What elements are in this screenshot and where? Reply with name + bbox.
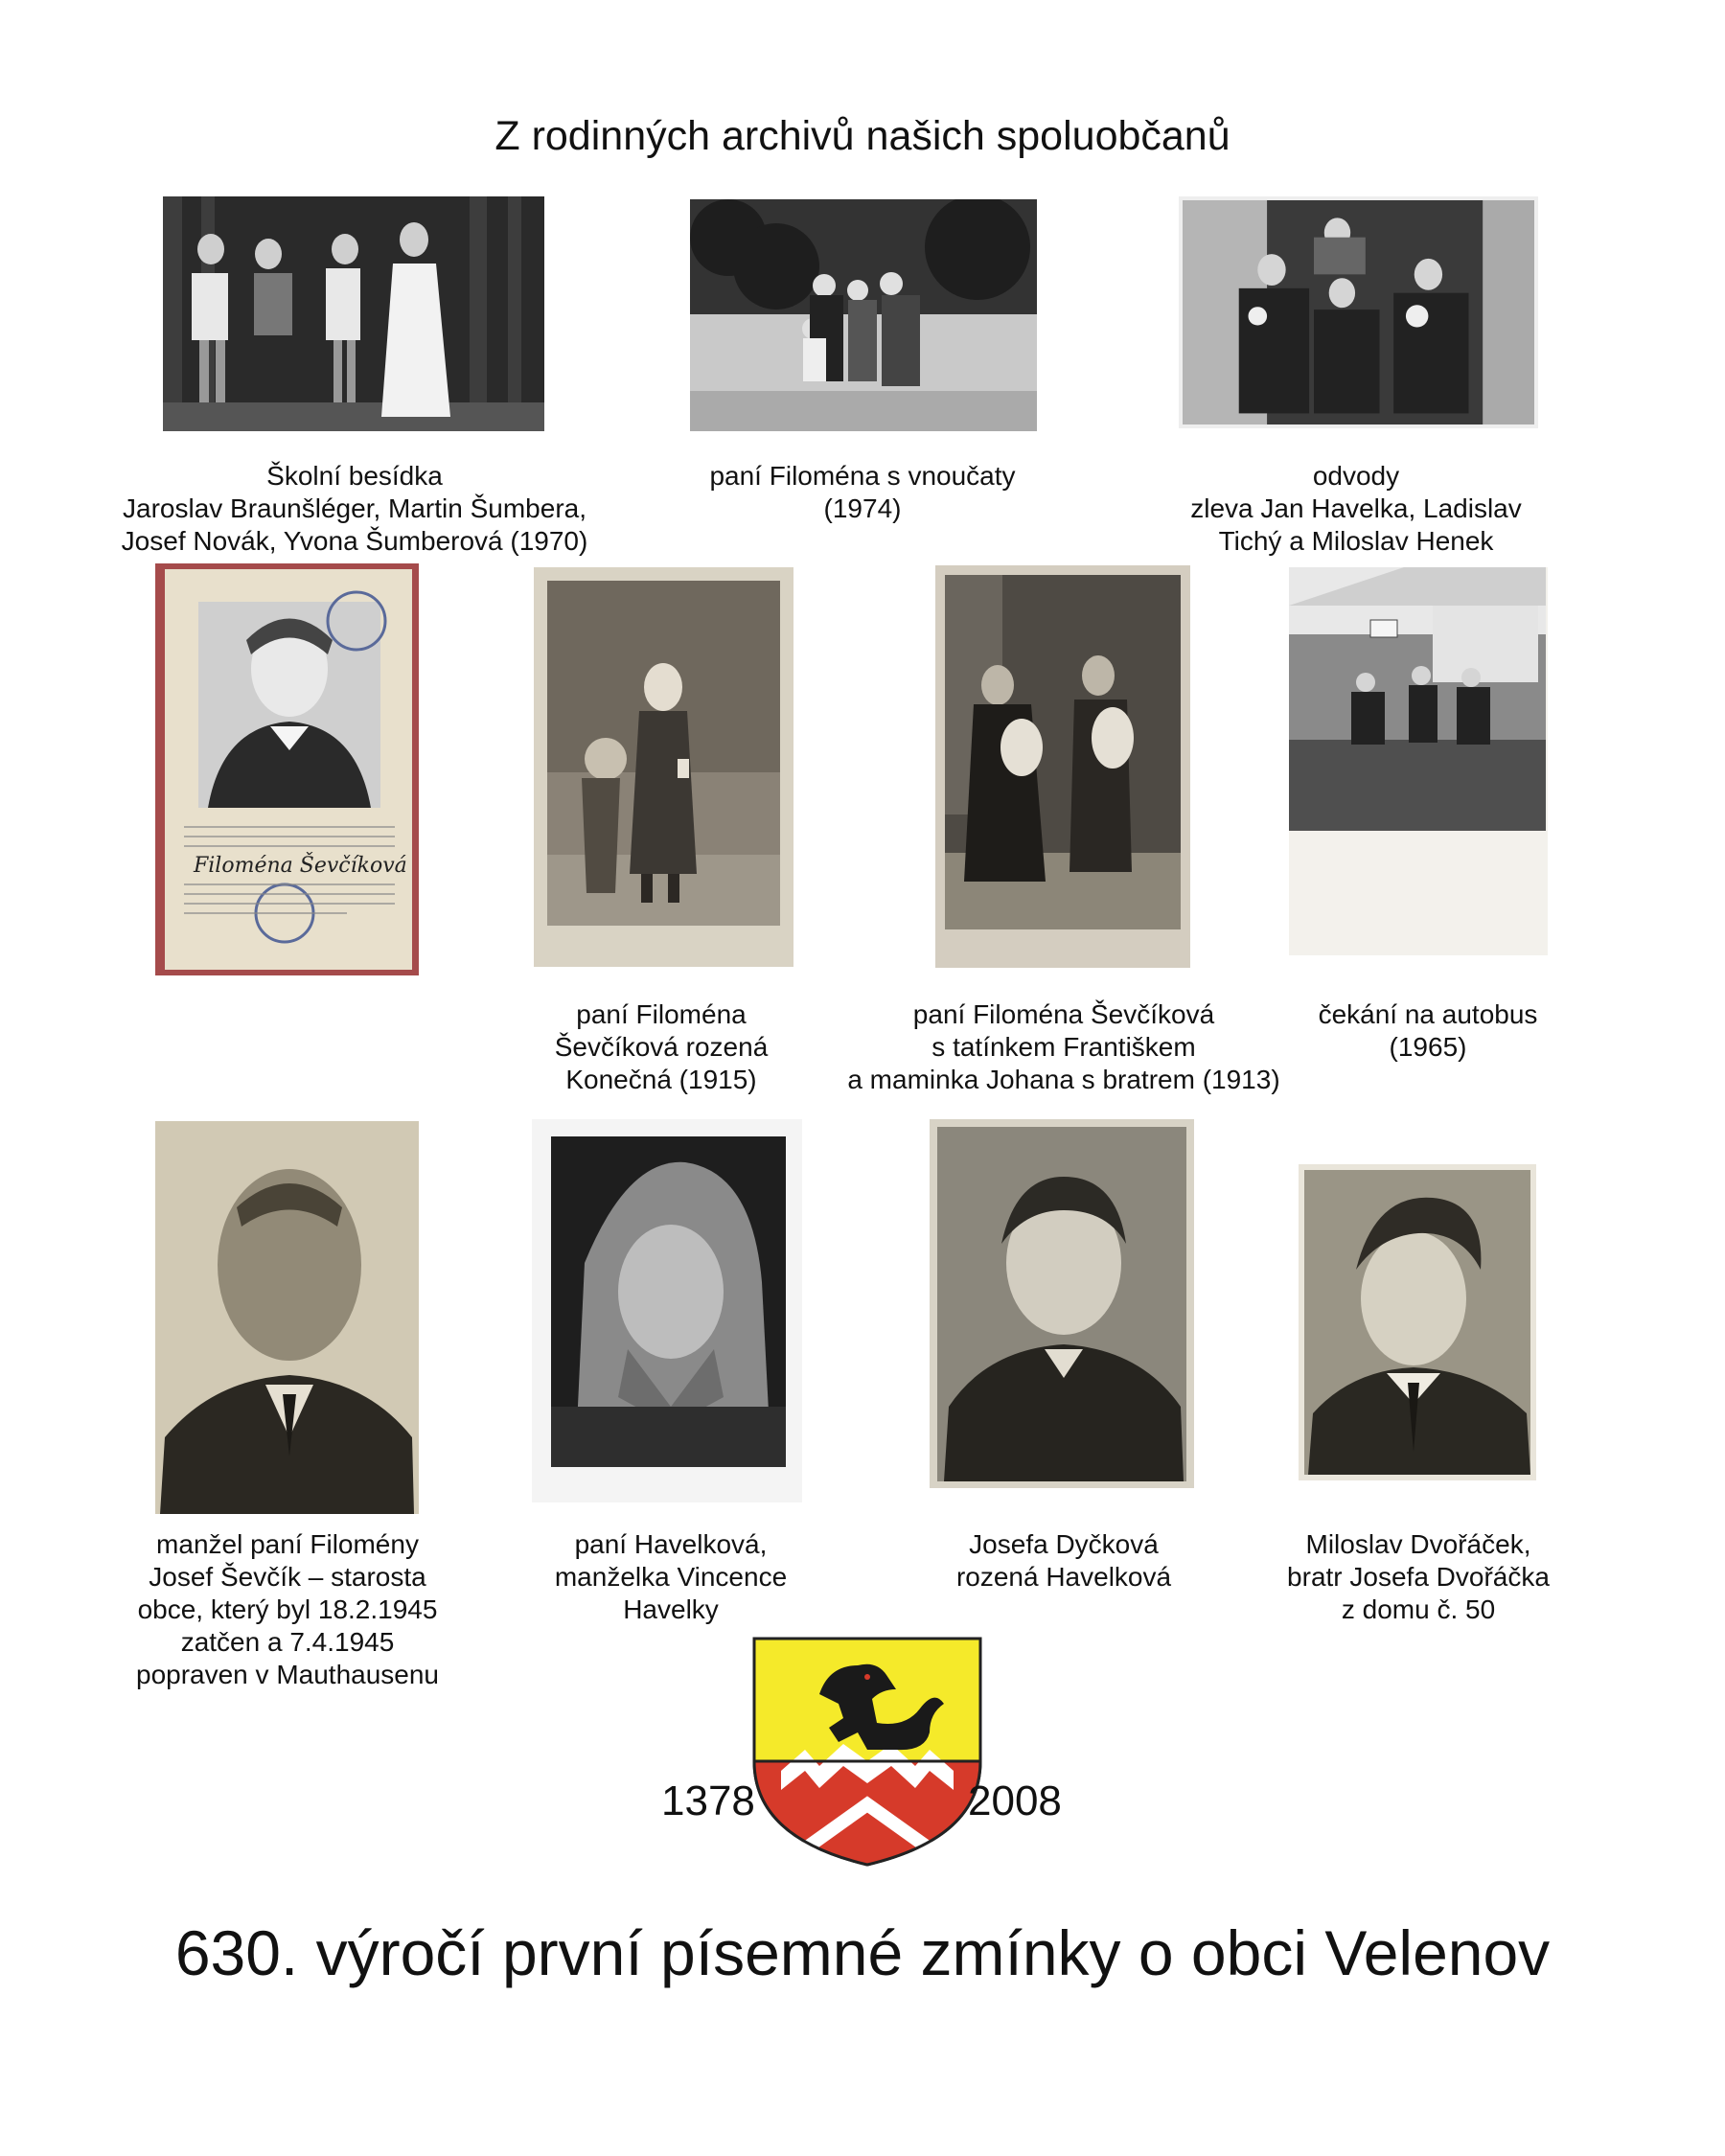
photo-school-performance (163, 196, 544, 431)
photo-mrs-havelkova (532, 1119, 802, 1502)
caption-josef-sevcik: manžel paní Filomény Josef Ševčík – starosta obce, který byl 18.2.1945 zatčen a 7.4.1945 popraven v Mauthausenu (136, 1529, 439, 1689)
year-start: 1378 (661, 1778, 755, 1824)
photo-miloslav-dvoracek (1299, 1164, 1536, 1480)
photo-family-portrait (935, 565, 1190, 968)
caption-josefa-dyckova: Josefa Dyčková rozená Havelková (955, 1529, 1172, 1592)
page-title: Z rodinných archivů našich spoluobčanů (494, 113, 1230, 159)
photo-josef-sevcik (155, 1121, 419, 1514)
anniversary-heading: 630. výročí první písemné zmínky o obci Velenov (174, 1917, 1551, 1988)
photo-filomena-child (534, 567, 794, 967)
caption-waiting-bus: čekání na autobus (1965) (1318, 999, 1538, 1062)
caption-mrs-havelkova: paní Havelková, manželka Vincence Havelky (554, 1529, 788, 1624)
photo-conscription (1179, 196, 1538, 428)
coat-of-arms-icon (752, 1637, 982, 1867)
caption-filomena-grandchildren: paní Filoména s vnoučaty (1974) (709, 461, 1016, 523)
caption-school-performance: Školní besídka Jaroslav Braunšléger, Martin Šumbera, Josef Novák, Yvona Šumberová (1970) (121, 461, 588, 556)
photo-filomena-grandchildren (690, 199, 1037, 431)
photo-identity-document (155, 563, 419, 975)
photo-waiting-bus (1289, 567, 1548, 955)
caption-filomena-child: paní Filoména Ševčíková rozená Konečná (1915) (554, 999, 769, 1094)
document-signature: Filoména Ševčíková (194, 854, 407, 878)
caption-miloslav-dvoracek: Miloslav Dvořáček, bratr Josefa Dvořáčka z domu č. 50 (1287, 1529, 1550, 1624)
caption-family-portrait: paní Filoména Ševčíková s tatínkem Františkem a maminka Johana s bratrem (1913) (847, 999, 1280, 1094)
photo-josefa-dyckova (930, 1119, 1194, 1488)
year-end: 2008 (968, 1778, 1062, 1824)
caption-conscription: odvody zleva Jan Havelka, Ladislav Tichý a Miloslav Henek (1190, 461, 1522, 556)
